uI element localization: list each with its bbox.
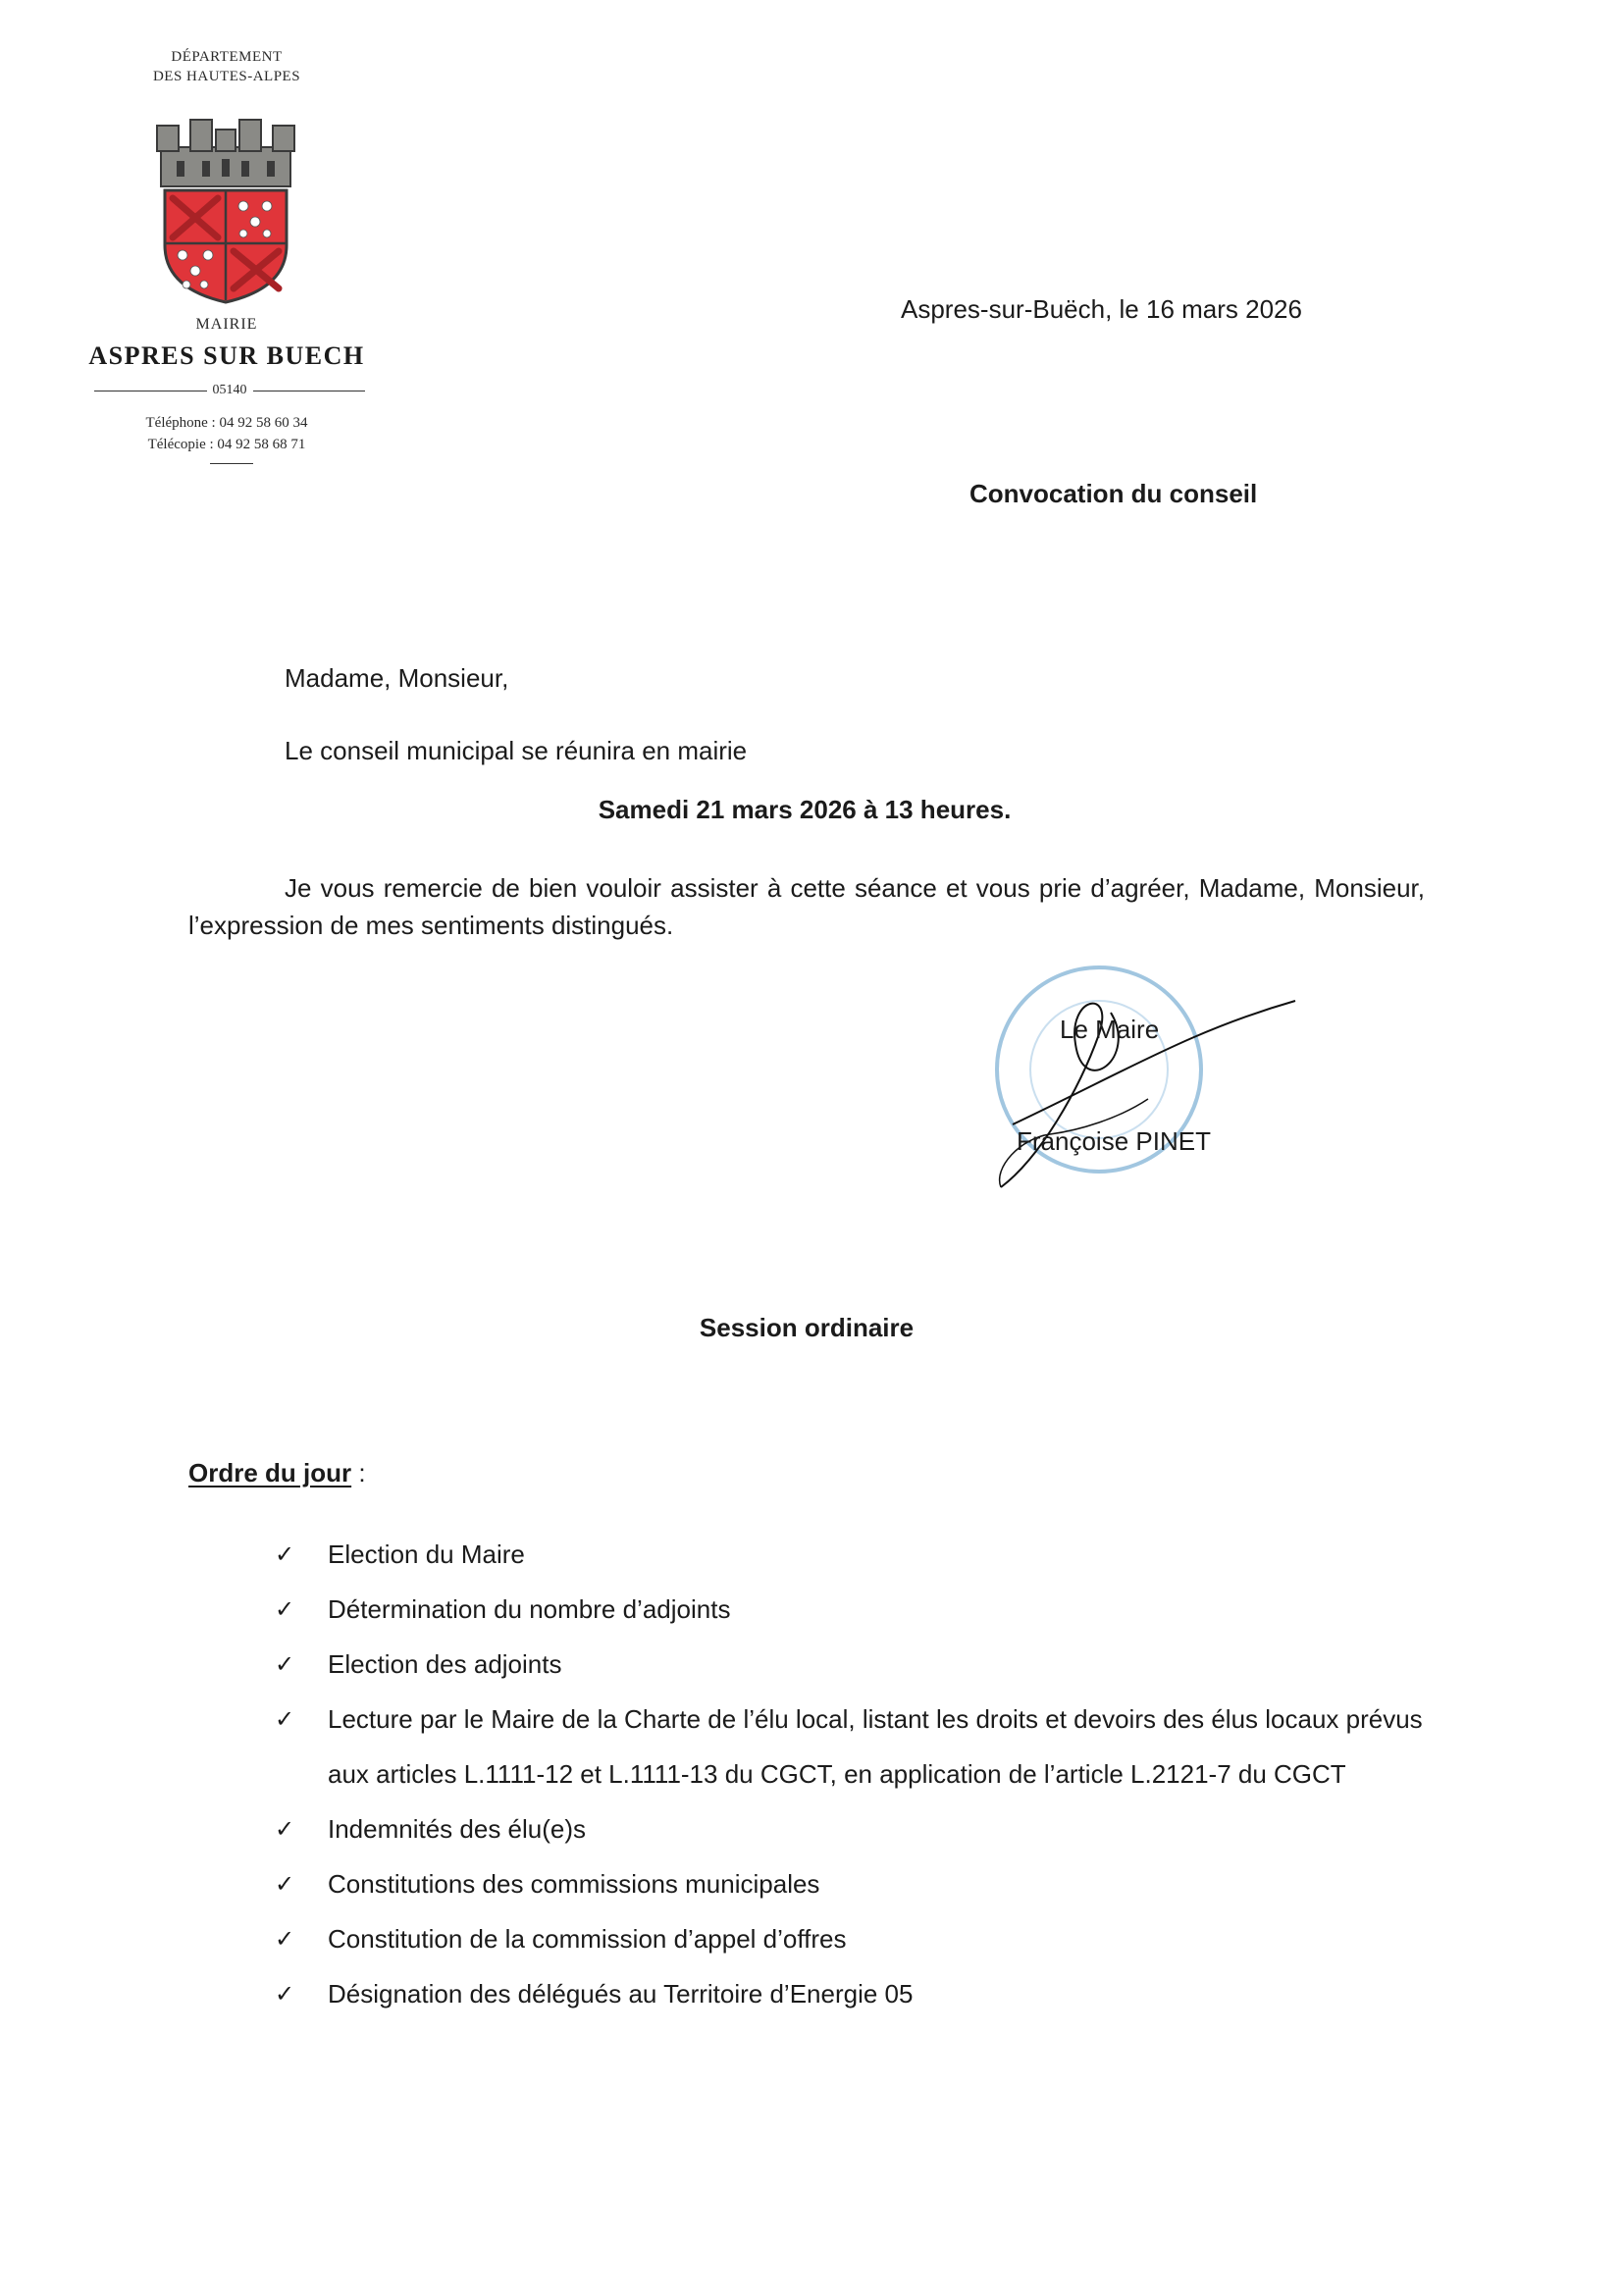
letterhead-commune: ASPRES SUR BUECH bbox=[88, 341, 365, 370]
check-icon: ✓ bbox=[275, 1980, 295, 2008]
agenda-item-text: Lecture par le Maire de la Charte de l’élu local, listant les droits et devoirs des élus locaux prévus aux articles L.1111-12 et L.1111-13 du CGCT, en application de l’article L.2121-7 du CGCT bbox=[328, 1704, 1423, 1789]
agenda-title: Ordre du jour bbox=[188, 1458, 352, 1487]
meeting-date: Samedi 21 mars 2026 à 13 heures. bbox=[598, 795, 1012, 824]
list-item bbox=[275, 1801, 1433, 1856]
list-item bbox=[275, 1637, 1433, 1692]
check-icon: ✓ bbox=[275, 1540, 295, 1568]
list-item bbox=[275, 1856, 1433, 1911]
agenda-item-text: Constitution de la commission d’appel d’offres bbox=[328, 1924, 847, 1954]
check-icon: ✓ bbox=[275, 1815, 295, 1843]
telephone: Téléphone : 04 92 58 60 34 bbox=[145, 415, 308, 431]
signature-name: Françoise PINET bbox=[1017, 1126, 1211, 1156]
check-icon: ✓ bbox=[275, 1925, 295, 1953]
agenda-item-text: Détermination du nombre d’adjoints bbox=[328, 1594, 731, 1624]
letterhead-mairie: MAIRIE bbox=[195, 316, 258, 333]
letterhead-department bbox=[98, 47, 355, 86]
check-icon: ✓ bbox=[275, 1595, 295, 1623]
department-line1: DÉPARTEMENT bbox=[171, 49, 283, 65]
agenda-item-text: Constitutions des commissions municipales bbox=[328, 1869, 820, 1899]
check-icon: ✓ bbox=[275, 1705, 295, 1733]
list-item bbox=[275, 1582, 1433, 1637]
agenda-item-text: Désignation des délégués au Territoire d’Energie 05 bbox=[328, 1979, 914, 2009]
postal-code: 05140 bbox=[212, 383, 247, 397]
agenda-item-text: Election du Maire bbox=[328, 1539, 525, 1569]
letterhead-postal-row bbox=[94, 381, 365, 400]
list-item bbox=[275, 1692, 1433, 1801]
letterhead-contacts bbox=[98, 412, 355, 455]
agenda-item-text: Indemnités des élu(e)s bbox=[328, 1814, 587, 1844]
list-item bbox=[275, 1966, 1433, 2021]
intro-text: Le conseil municipal se réunira en mairie bbox=[285, 736, 748, 765]
signature-stamp bbox=[981, 952, 1315, 1207]
agenda-list bbox=[275, 1527, 1433, 2021]
telecopie: Télécopie : 04 92 58 68 71 bbox=[147, 437, 306, 452]
agenda-item-text: Election des adjoints bbox=[328, 1649, 562, 1679]
list-item bbox=[275, 1527, 1433, 1582]
agenda-heading bbox=[188, 1458, 366, 1488]
list-item bbox=[275, 1911, 1433, 1966]
check-icon: ✓ bbox=[275, 1870, 295, 1898]
divider bbox=[210, 463, 253, 464]
subject: Convocation du conseil bbox=[969, 479, 1258, 508]
check-icon: ✓ bbox=[275, 1650, 295, 1678]
session-type: Session ordinaire bbox=[699, 1313, 915, 1342]
closing-paragraph: Je vous remercie de bien vouloir assister à cette séance et vous prie d’agréer, Madame, Monsieur, l’expression de mes sentiments distingués. bbox=[188, 873, 1425, 940]
coat-of-arms-icon bbox=[147, 116, 304, 304]
agenda-title-suffix: : bbox=[351, 1458, 366, 1487]
date-line: Aspres-sur-Buëch, le 16 mars 2026 bbox=[901, 294, 1302, 324]
signature-title: Le Maire bbox=[1060, 1015, 1160, 1044]
department-line2: DES HAUTES-ALPES bbox=[152, 69, 301, 84]
salutation: Madame, Monsieur, bbox=[285, 663, 509, 693]
